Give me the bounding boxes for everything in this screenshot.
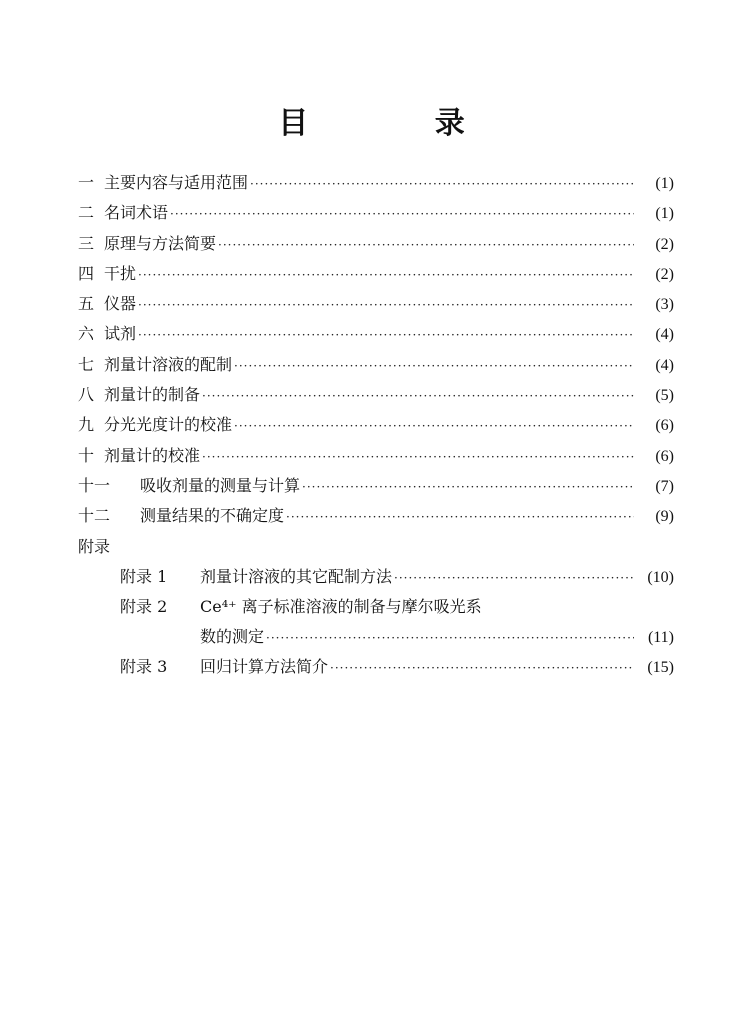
appendix-number: 附录 3	[120, 657, 168, 677]
toc-entry-7[interactable]	[78, 352, 674, 382]
toc-entry-8[interactable]	[78, 382, 674, 412]
dot-leader	[330, 655, 634, 681]
dot-leader	[234, 413, 634, 439]
entry-page: (5)	[655, 387, 674, 405]
appendix-label: 剂量计溶液的其它配制方法	[200, 566, 393, 586]
toc-entry-1[interactable]	[78, 170, 674, 200]
appendix-entry-2-continued[interactable]	[78, 624, 674, 654]
entry-number: 八	[78, 385, 95, 405]
entry-label: 干扰	[104, 263, 137, 283]
entry-page: (4)	[655, 326, 674, 344]
appendix-page: (10)	[647, 568, 674, 586]
toc-entry-4[interactable]	[78, 261, 674, 291]
toc-entry-3[interactable]	[78, 231, 674, 261]
appendix-label-continued: 数的测定	[200, 627, 265, 647]
entry-page: (2)	[655, 265, 674, 283]
appendix-label: Ce⁴⁺ 离子标准溶液的制备与摩尔吸光系	[200, 596, 482, 616]
dot-leader	[170, 201, 634, 227]
entry-number: 九	[78, 415, 95, 435]
dot-leader	[234, 353, 634, 379]
table-of-contents	[78, 170, 674, 685]
entry-page: (4)	[655, 356, 674, 374]
entry-number: 六	[78, 324, 95, 344]
entry-label: 原理与方法简要	[104, 233, 217, 253]
toc-entry-2[interactable]	[78, 200, 674, 230]
entry-label: 剂量计溶液的配制	[104, 354, 233, 374]
appendix-label: 回归计算方法简介	[200, 657, 329, 677]
entry-number: 十	[78, 445, 95, 465]
entry-number: 十二	[78, 506, 111, 526]
entry-number: 七	[78, 354, 95, 374]
dot-leader	[286, 504, 634, 530]
entry-label: 吸收剂量的测量与计算	[140, 475, 301, 495]
entry-label: 名词术语	[104, 203, 169, 223]
entry-page: (9)	[655, 508, 674, 526]
entry-number: 五	[78, 294, 95, 314]
entry-page: (3)	[655, 296, 674, 314]
toc-entry-6[interactable]	[78, 321, 674, 351]
entry-label: 主要内容与适用范围	[104, 173, 249, 192]
entry-page: (7)	[655, 477, 674, 495]
appendix-entry-1[interactable]	[78, 564, 674, 594]
entry-label: 剂量计的校准	[104, 445, 201, 465]
entry-page: (1)	[655, 175, 674, 192]
entry-number: 四	[78, 263, 95, 283]
entry-page: (6)	[655, 447, 674, 465]
entry-label: 剂量计的制备	[104, 385, 201, 405]
entry-page: (1)	[655, 205, 674, 223]
appendix-entry-3[interactable]	[78, 654, 674, 684]
appendix-heading: 附录	[78, 536, 111, 556]
appendix-entry-2[interactable]	[78, 594, 674, 624]
appendix-page: (15)	[647, 659, 674, 677]
dot-leader	[302, 474, 634, 500]
dot-leader	[202, 383, 634, 409]
toc-entry-5[interactable]	[78, 291, 674, 321]
toc-entry-11[interactable]	[78, 473, 674, 503]
dot-leader	[138, 292, 634, 318]
appendix-number: 附录 2	[120, 596, 168, 616]
appendix-page: (11)	[647, 629, 674, 647]
appendix-number: 附录 1	[120, 566, 168, 586]
dot-leader	[138, 322, 634, 348]
entry-label: 分光光度计的校准	[104, 415, 233, 435]
toc-entry-9[interactable]	[78, 412, 674, 442]
dot-leader	[218, 232, 634, 258]
toc-entry-12[interactable]	[78, 503, 674, 533]
dot-leader	[138, 262, 634, 288]
entry-number: 三	[78, 233, 95, 253]
page-title: 目 录	[278, 106, 523, 141]
entry-page: (2)	[655, 235, 674, 253]
entry-label: 测量结果的不确定度	[140, 506, 285, 526]
toc-entry-10[interactable]	[78, 443, 674, 473]
dot-leader	[202, 444, 634, 470]
entry-label: 试剂	[104, 324, 137, 344]
entry-number: 十一	[78, 475, 111, 495]
entry-number: 一	[78, 173, 95, 192]
entry-page: (6)	[655, 417, 674, 435]
entry-label: 仪器	[104, 294, 137, 314]
dot-leader	[250, 171, 634, 197]
entry-number: 二	[78, 203, 95, 223]
dot-leader	[394, 565, 634, 591]
dot-leader	[266, 625, 634, 651]
